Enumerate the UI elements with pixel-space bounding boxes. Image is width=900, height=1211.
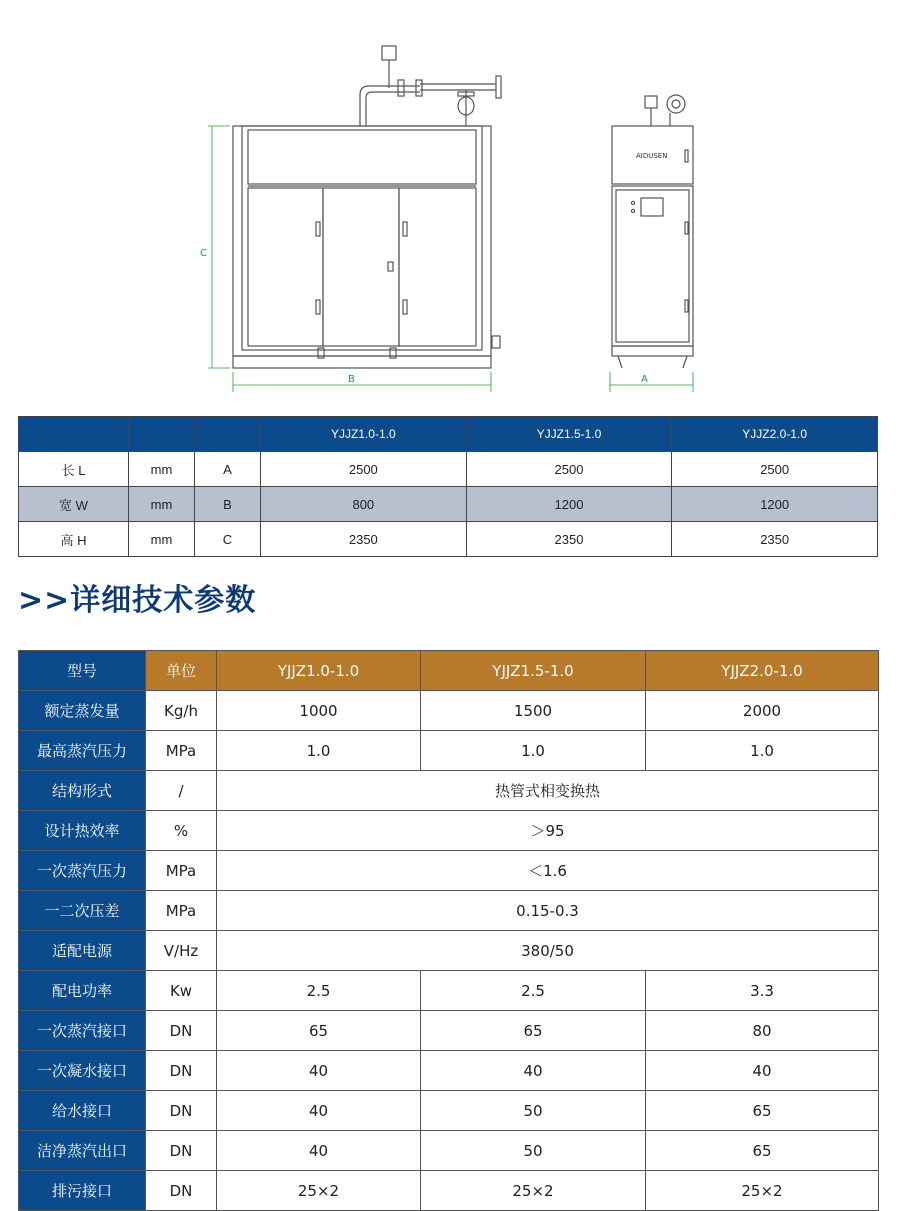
param-label: 一二次压差 xyxy=(19,891,146,931)
param-label: 给水接口 xyxy=(19,1091,146,1131)
param-label: 设计热效率 xyxy=(19,811,146,851)
logo-text: AIDUSEN xyxy=(636,152,668,160)
param-label: 最高蒸汽压力 xyxy=(19,731,146,771)
param-unit: MPa xyxy=(146,851,217,891)
param-value: 25×2 xyxy=(646,1171,879,1211)
param-unit: Kg/h xyxy=(146,691,217,731)
param-value: 40 xyxy=(421,1051,646,1091)
param-value: 65 xyxy=(646,1131,879,1171)
param-label: 额定蒸发量 xyxy=(19,691,146,731)
model-header: YJJZ1.0-1.0 xyxy=(217,651,421,691)
dim-c-label: C xyxy=(200,248,207,259)
model-header: YJJZ1.5-1.0 xyxy=(421,651,646,691)
param-label: 一次凝水接口 xyxy=(19,1051,146,1091)
dim-unit: mm xyxy=(129,522,195,557)
model-header: YJJZ2.0-1.0 xyxy=(646,651,879,691)
parameters-table xyxy=(18,650,879,1211)
header-cell-empty xyxy=(19,417,129,452)
model-header: YJJZ1.0-1.0 xyxy=(261,417,467,452)
dim-value: 1200 xyxy=(466,487,672,522)
table-row xyxy=(19,1131,879,1171)
param-value-merged: ＜1.6 xyxy=(217,851,879,891)
dim-code: A xyxy=(195,452,261,487)
param-label: 排污接口 xyxy=(19,1171,146,1211)
dim-value: 800 xyxy=(261,487,467,522)
param-value: 2.5 xyxy=(217,971,421,1011)
param-label: 适配电源 xyxy=(19,931,146,971)
param-value: 1500 xyxy=(421,691,646,731)
table-row xyxy=(19,731,879,771)
dim-value: 2350 xyxy=(466,522,672,557)
table-row xyxy=(19,1011,879,1051)
param-value: 40 xyxy=(217,1091,421,1131)
param-unit: Kw xyxy=(146,971,217,1011)
table-row xyxy=(19,771,879,811)
param-value: 40 xyxy=(646,1051,879,1091)
param-value-merged: 热管式相变换热 xyxy=(217,771,879,811)
dim-value: 1200 xyxy=(672,487,878,522)
dimensions-table xyxy=(18,416,878,557)
front-view xyxy=(233,46,501,368)
dim-value: 2500 xyxy=(261,452,467,487)
param-unit: DN xyxy=(146,1171,217,1211)
param-value: 80 xyxy=(646,1011,879,1051)
param-unit: V/Hz xyxy=(146,931,217,971)
dim-a-label: A xyxy=(641,374,648,385)
param-value: 25×2 xyxy=(421,1171,646,1211)
dim-value: 2500 xyxy=(672,452,878,487)
model-header: YJJZ2.0-1.0 xyxy=(672,417,878,452)
param-value: 50 xyxy=(421,1091,646,1131)
table-row xyxy=(19,1051,879,1091)
dim-value: 2350 xyxy=(261,522,467,557)
param-value: 65 xyxy=(646,1091,879,1131)
model-header: YJJZ1.5-1.0 xyxy=(466,417,672,452)
param-label: 洁净蒸汽出口 xyxy=(19,1131,146,1171)
param-value: 1000 xyxy=(217,691,421,731)
param-value: 65 xyxy=(421,1011,646,1051)
dim-unit: mm xyxy=(129,487,195,522)
table-row xyxy=(19,891,879,931)
param-unit: DN xyxy=(146,1011,217,1051)
param-value: 65 xyxy=(217,1011,421,1051)
table-row xyxy=(19,971,879,1011)
table-row xyxy=(19,851,879,891)
table-row xyxy=(19,931,879,971)
table-row xyxy=(19,487,878,522)
param-label: 一次蒸汽压力 xyxy=(19,851,146,891)
table-row xyxy=(19,691,879,731)
param-value: 1.0 xyxy=(646,731,879,771)
param-value: 3.3 xyxy=(646,971,879,1011)
table-row xyxy=(19,522,878,557)
param-unit: % xyxy=(146,811,217,851)
param-unit: MPa xyxy=(146,891,217,931)
header-label: 型号 xyxy=(19,651,146,691)
param-value: 50 xyxy=(421,1131,646,1171)
param-value: 1.0 xyxy=(421,731,646,771)
table-row xyxy=(19,452,878,487)
section-title: >>详细技术参数 xyxy=(18,583,257,618)
dim-name: 高 H xyxy=(19,522,129,557)
header-unit: 单位 xyxy=(146,651,217,691)
dim-name: 长 L xyxy=(19,452,129,487)
dim-code: B xyxy=(195,487,261,522)
param-label: 结构形式 xyxy=(19,771,146,811)
header-cell-empty xyxy=(195,417,261,452)
side-view xyxy=(612,95,693,368)
param-unit: DN xyxy=(146,1051,217,1091)
param-value-merged: 380/50 xyxy=(217,931,879,971)
dim-value: 2500 xyxy=(466,452,672,487)
param-label: 配电功率 xyxy=(19,971,146,1011)
param-value: 2.5 xyxy=(421,971,646,1011)
param-value: 40 xyxy=(217,1131,421,1171)
param-unit: DN xyxy=(146,1091,217,1131)
parameters-header-row xyxy=(19,651,879,691)
dimensions-header-row xyxy=(19,417,878,452)
dimension-lines xyxy=(208,126,693,392)
param-value: 25×2 xyxy=(217,1171,421,1211)
equipment-drawing xyxy=(0,0,900,410)
dim-b-label: B xyxy=(348,374,355,385)
table-row xyxy=(19,1091,879,1131)
table-row xyxy=(19,811,879,851)
param-unit: / xyxy=(146,771,217,811)
dim-value: 2350 xyxy=(672,522,878,557)
dim-code: C xyxy=(195,522,261,557)
param-value: 40 xyxy=(217,1051,421,1091)
dim-name: 宽 W xyxy=(19,487,129,522)
param-value: 1.0 xyxy=(217,731,421,771)
param-value: 2000 xyxy=(646,691,879,731)
param-label: 一次蒸汽接口 xyxy=(19,1011,146,1051)
param-unit: DN xyxy=(146,1131,217,1171)
param-value-merged: ＞95 xyxy=(217,811,879,851)
header-cell-empty xyxy=(129,417,195,452)
dim-unit: mm xyxy=(129,452,195,487)
param-unit: MPa xyxy=(146,731,217,771)
param-value-merged: 0.15-0.3 xyxy=(217,891,879,931)
